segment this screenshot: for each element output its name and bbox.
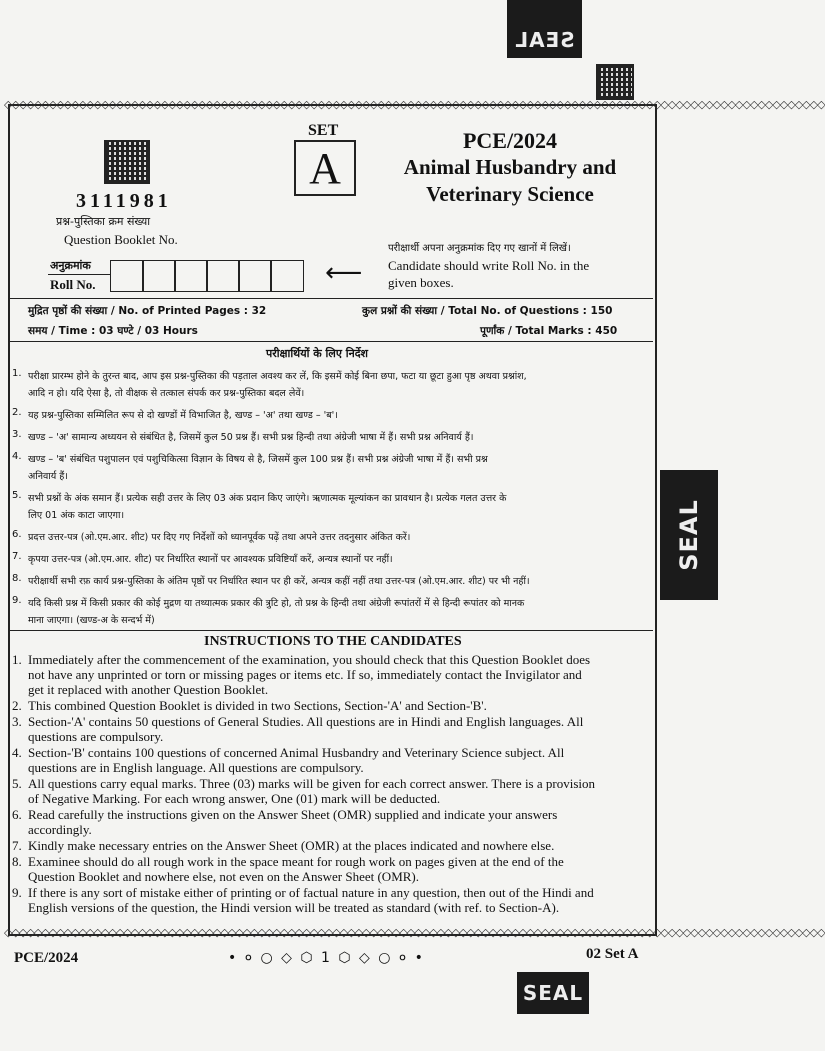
roll-note-hindi: परीक्षार्थी अपना अनुक्रमांक दिए गए खानों में लिखें। <box>388 243 571 254</box>
instruction-line: खण्ड – 'ब' संबंधित पशुपालन एवं पशुचिकित्सा विज्ञान के विषय से है, जिसमें कुल 100 प्रश्न हैं। सभी प्रश्न अंग्रेजी भाषा में हैं। सभी प्रश्न <box>28 454 488 465</box>
exam-code-title: PCE/2024 <box>462 128 558 153</box>
roll-digit-box-5[interactable] <box>238 260 272 292</box>
instruction-line: लिए 01 अंक काटा जाएगा। <box>28 510 125 521</box>
footer-page-number: • ० ○ ◇ ⬡ 1 ⬡ ◇ ○ ० • <box>228 950 425 966</box>
instruction-item <box>12 698 648 713</box>
roll-digit-box-6[interactable] <box>270 260 304 292</box>
instruction-item <box>12 595 648 629</box>
instruction-number: 4. <box>12 451 22 462</box>
instruction-item <box>12 429 648 446</box>
seal-stamp-bottom: SEAL <box>517 972 589 1014</box>
instruction-line: All questions carry equal marks. Three (03) marks will be given for each correct answer. There is a provision <box>28 776 595 791</box>
instruction-number: 4. <box>12 745 22 760</box>
instruction-number: 2. <box>12 407 22 418</box>
instruction-line: Read carefully the instructions given on the Answer Sheet (OMR) supplied and indicate your answers <box>28 807 558 822</box>
instruction-line: प्रदत्त उत्तर-पत्र (ओ.एम.आर. शीट) पर दिए गए निर्देशों को ध्यानपूर्वक पढ़ें तथा अपने उत्तर तदनुसार अंकित करें। <box>28 532 411 543</box>
hindi-instructions-heading: परीक्षार्थियों के लिए निर्देश <box>266 347 369 360</box>
instruction-line: If there is any sort of mistake either of printing or of factual nature in any question, then out of the Hindi and <box>28 885 594 900</box>
set-letter: A <box>309 143 341 193</box>
instruction-line: accordingly. <box>28 822 92 837</box>
booklet-label-english: Question Booklet No. <box>64 232 178 247</box>
instruction-item <box>12 551 648 568</box>
instruction-number: 8. <box>12 573 22 584</box>
instruction-item <box>12 714 648 744</box>
total-questions: कुल प्रश्नों की संख्या / Total No. of Questions : 150 <box>362 305 613 317</box>
instruction-item <box>12 854 648 884</box>
instruction-item <box>12 652 648 697</box>
instruction-number: 7. <box>12 551 22 562</box>
instruction-number: 8. <box>12 854 22 869</box>
instruction-line: of Negative Marking. For each wrong answer, One (01) mark will be deducted. <box>28 791 441 806</box>
instruction-line: यह प्रश्न-पुस्तिका सम्मिलित रूप से दो खण्डों में विभाजित है, खण्ड – 'अ' तथा खण्ड – 'ब'। <box>28 410 338 421</box>
subject-title-line2: Veterinary Science <box>426 182 594 206</box>
instruction-line: आदि न हो। यदि ऐसा है, तो वीक्षक से तत्काल संपर्क कर प्रश्न-पुस्तिका बदल लेवें। <box>28 388 305 399</box>
arrow-left-icon: ⟵ <box>325 258 363 288</box>
instruction-line: Question Booklet and nowhere else, not even on the Answer Sheet (OMR). <box>28 869 420 884</box>
instruction-line: get it replaced with another Question Booklet. <box>28 682 269 697</box>
roll-label-english: Roll No. <box>50 277 96 292</box>
set-letter-box <box>294 140 356 196</box>
instruction-line: परीक्षा प्रारम्भ होने के तुरन्त बाद, आप इस प्रश्न-पुस्तिका की पड़ताल अवश्य कर लें, कि इसमें कोई बिना छपा, फटा या छूटा हुआ पृष्ठ अथवा प्रश्नांश, <box>28 371 527 382</box>
instruction-number: 2. <box>12 698 22 713</box>
footer-exam-code: PCE/2024 <box>14 950 79 966</box>
instruction-line: अनिवार्य हैं। <box>28 471 68 482</box>
instruction-number: 3. <box>12 714 22 729</box>
instruction-item <box>12 838 648 853</box>
roll-note-english-line2: given boxes. <box>388 275 454 290</box>
instruction-line: सभी प्रश्नों के अंक समान हैं। प्रत्येक सही उत्तर के लिए 03 अंक प्रदान किए जाएंगे। ऋणात्मक मूल्यांकन का प्रावधान है। प्रत्येक गलत उत्तर के <box>28 493 507 504</box>
instruction-number: 5. <box>12 776 22 791</box>
instruction-item <box>12 490 648 524</box>
booklet-number: 3111981 <box>76 190 172 212</box>
seal-stamp-right: SEAL <box>660 470 718 600</box>
instruction-item <box>12 529 648 546</box>
instruction-line: Examinee should do all rough work in the space meant for rough work on pages given at the end of the <box>28 854 564 869</box>
instruction-line: questions are in English language. All questions are compulsory. <box>28 760 364 775</box>
roll-label-hindi: अनुक्रमांक <box>50 259 91 272</box>
instruction-line: Kindly make necessary entries on the Answer Sheet (OMR) at the places indicated and nowhere else. <box>28 838 555 853</box>
instruction-line: परीक्षार्थी सभी रफ़ कार्य प्रश्न-पुस्तिका के अंतिम पृष्ठों पर निर्धारित स्थान पर ही करें, अन्यत्र कहीं नहीं तथा उत्तर-पत्र (ओ.एम.आर. शीट) पर भी नहीं। <box>28 576 530 587</box>
time-allowed: समय / Time : 03 घण्टे / 03 Hours <box>28 325 198 337</box>
instruction-line: not have any unprinted or torn or missing pages or items etc. If so, immediately contact the Invigilator and <box>28 667 582 682</box>
instruction-item <box>12 368 648 402</box>
roll-digit-box-4[interactable] <box>206 260 240 292</box>
instruction-number: 5. <box>12 490 22 501</box>
instruction-line: यदि किसी प्रश्न में किसी प्रकार की कोई मुद्रण या तथ्यात्मक प्रकार की त्रुटि हो, तो प्रश्न के हिन्दी तथा अंग्रेजी रूपांतरों में से हिन्दी रूपांतर को मानक <box>28 598 525 609</box>
instruction-item <box>12 807 648 837</box>
instruction-line: English versions of the question, the Hindi version will be treated as standard (with ref. to Section-A). <box>28 900 560 915</box>
subject-title-line1: Animal Husbandry and <box>403 155 617 179</box>
printed-pages: मुद्रित पृष्ठों की संख्या / No. of Printed Pages : 32 <box>28 305 267 317</box>
instruction-number: 6. <box>12 529 22 540</box>
instruction-number: 1. <box>12 368 22 379</box>
instruction-line: Section-'B' contains 100 questions of concerned Animal Husbandry and Veterinary Science subject. All <box>28 745 565 760</box>
roll-digit-box-2[interactable] <box>142 260 176 292</box>
qr-code-top-right <box>596 64 634 100</box>
roll-note-english-line1: Candidate should write Roll No. in the <box>388 258 590 273</box>
instruction-number: 6. <box>12 807 22 822</box>
instruction-line: कृपया उत्तर-पत्र (ओ.एम.आर. शीट) पर निर्धारित स्थानों पर आवश्यक प्रविष्टियाँ करें, अन्यत्र स्थानों पर नहीं। <box>28 554 393 565</box>
set-label: SET <box>308 122 339 139</box>
zigzag-border-bottom: ◇◇◇◇◇◇◇◇◇◇◇◇◇◇◇◇◇◇◇◇◇◇◇◇◇◇◇◇◇◇◇◇◇◇◇◇◇◇◇◇◇◇◇◇◇◇◇◇◇◇◇◇◇◇◇◇◇◇◇◇◇◇◇◇◇◇◇◇◇◇◇◇◇◇◇◇◇◇◇◇◇◇◇◇◇◇◇◇◇◇◇◇◇◇◇◇◇◇◇◇◇◇◇◇◇◇◇◇◇◇ <box>4 926 825 939</box>
instruction-number: 7. <box>12 838 22 853</box>
instruction-line: माना जाएगा। (खण्ड-अ के सन्दर्भ में) <box>28 615 155 626</box>
zigzag-border-top: ◇◇◇◇◇◇◇◇◇◇◇◇◇◇◇◇◇◇◇◇◇◇◇◇◇◇◇◇◇◇◇◇◇◇◇◇◇◇◇◇◇◇◇◇◇◇◇◇◇◇◇◇◇◇◇◇◇◇◇◇◇◇◇◇◇◇◇◇◇◇◇◇◇◇◇◇◇◇◇◇◇◇◇◇◇◇◇◇◇◇◇◇◇◇◇◇◇◇◇◇◇◇◇◇◇◇◇◇◇◇ <box>4 98 825 111</box>
footer-set: 02 Set A <box>586 946 639 962</box>
seal-stamp-top: SEAL <box>507 0 582 58</box>
instruction-number: 9. <box>12 595 22 606</box>
instruction-line: Section-'A' contains 50 questions of General Studies. All questions are in Hindi and English languages. All <box>28 714 584 729</box>
total-marks: पूर्णांक / Total Marks : 450 <box>480 325 618 337</box>
instruction-item <box>12 407 648 424</box>
instruction-item <box>12 776 648 806</box>
instruction-number: 1. <box>12 652 22 667</box>
english-instructions-heading: INSTRUCTIONS TO THE CANDIDATES <box>204 634 462 649</box>
instruction-number: 3. <box>12 429 22 440</box>
roll-digit-box-3[interactable] <box>174 260 208 292</box>
roll-digit-box-1[interactable] <box>110 260 144 292</box>
instruction-item <box>12 573 648 590</box>
instruction-item <box>12 885 648 915</box>
instruction-line: खण्ड – 'अ' सामान्य अध्ययन से संबंधित है, जिसमें कुल 50 प्रश्न हैं। सभी प्रश्न हिन्दी तथा अंग्रेजी भाषा में हैं। सभी प्रश्न अनिवार्य हैं। <box>28 432 474 443</box>
booklet-label-hindi: प्रश्न-पुस्तिका क्रम संख्या <box>56 215 151 228</box>
instruction-number: 9. <box>12 885 22 900</box>
instruction-line: This combined Question Booklet is divided in two Sections, Section-'A' and Section-'B'. <box>28 698 487 713</box>
instruction-item <box>12 451 648 485</box>
instruction-line: questions are compulsory. <box>28 729 164 744</box>
qr-code-booklet <box>104 140 150 184</box>
instruction-item <box>12 745 648 775</box>
instruction-line: Immediately after the commencement of the examination, you should check that this Question Booklet does <box>28 652 591 667</box>
